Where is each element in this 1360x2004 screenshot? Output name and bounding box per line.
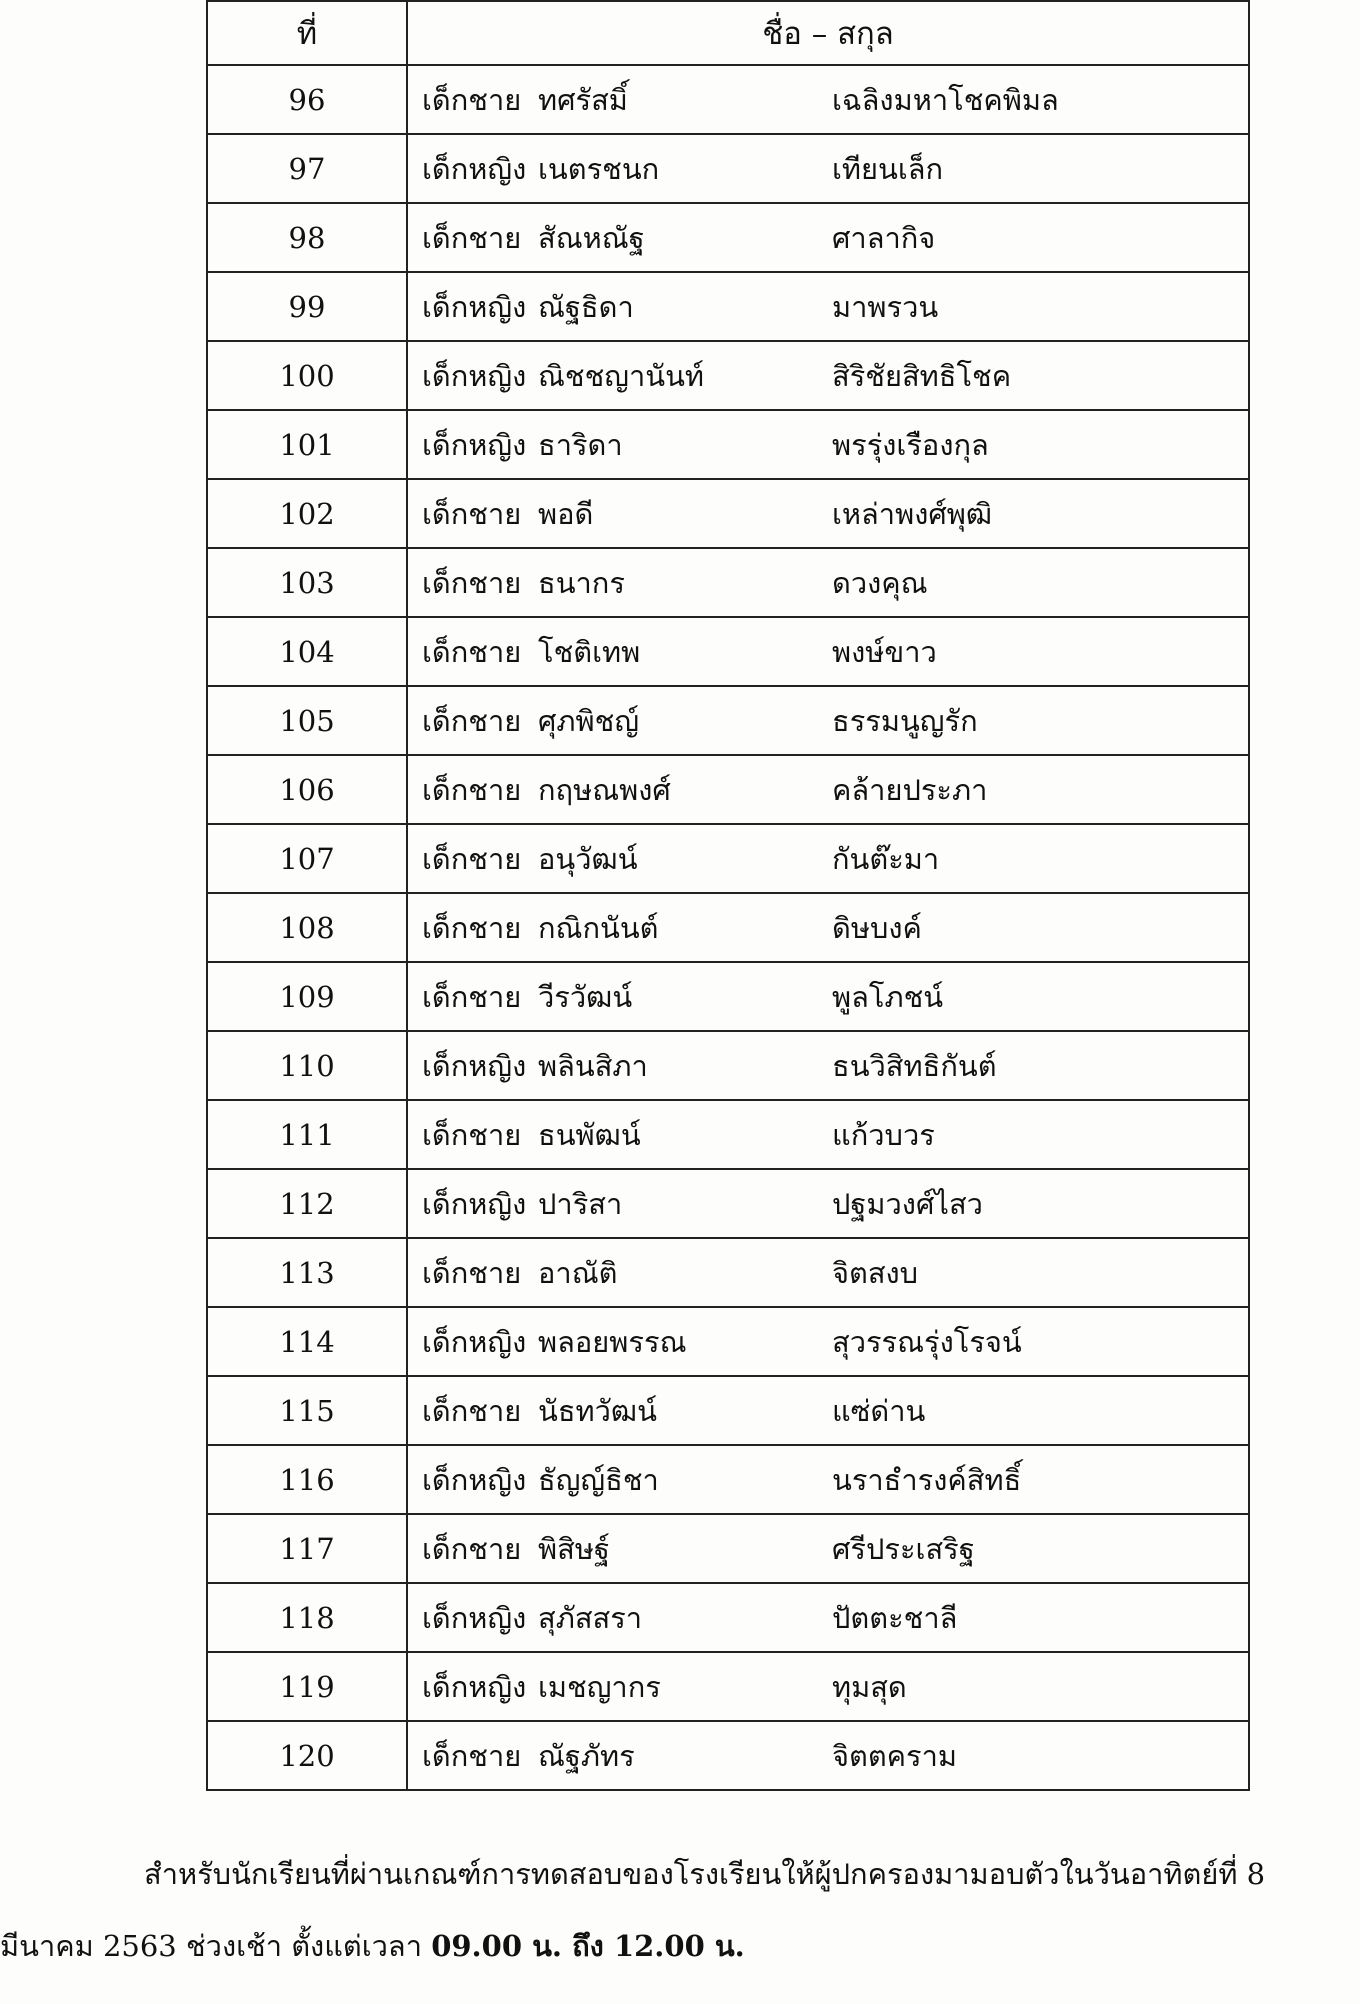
- notice-line-2: [0, 1910, 745, 1982]
- student-name-cell: [407, 1583, 1249, 1652]
- last-name: ศาลากิจ: [832, 220, 936, 255]
- column-header-name: ชื่อ – สกุล: [407, 1, 1249, 65]
- name-prefix: เด็กชาย: [422, 634, 522, 669]
- last-name: นราธำรงค์สิทธิ์: [832, 1462, 1022, 1497]
- name-prefix: เด็กหญิง: [422, 289, 527, 324]
- table-row: [207, 1100, 1249, 1169]
- student-name-cell: [407, 1169, 1249, 1238]
- student-name-cell: [407, 272, 1249, 341]
- last-name: ธนวิสิทธิกันต์: [832, 1048, 997, 1083]
- first-name: พลินสิภา: [538, 1048, 648, 1083]
- last-name: สิริชัยสิทธิโชค: [832, 358, 1012, 393]
- student-name-cell: [407, 1514, 1249, 1583]
- row-number: 104: [207, 617, 407, 686]
- last-name: พรรุ่งเรืองกุล: [832, 427, 989, 462]
- row-number: 98: [207, 203, 407, 272]
- first-name: อาณัติ: [538, 1255, 618, 1290]
- first-name: กณิกนันต์: [538, 910, 659, 945]
- first-name: พิสิษฐ์: [538, 1531, 610, 1566]
- name-prefix: เด็กชาย: [422, 703, 522, 738]
- last-name: แซ่ด่าน: [832, 1393, 926, 1428]
- student-name-cell: [407, 755, 1249, 824]
- student-name-cell: [407, 1376, 1249, 1445]
- student-name-cell: [407, 341, 1249, 410]
- table-row: [207, 548, 1249, 617]
- first-name: ณิชชญานันท์: [538, 358, 705, 393]
- table-row: [207, 1238, 1249, 1307]
- student-name-cell: [407, 824, 1249, 893]
- student-list-table: [206, 0, 1250, 1791]
- name-prefix: เด็กหญิง: [422, 1669, 527, 1704]
- notice-time-end: 12.00 น.: [613, 1929, 745, 1963]
- first-name: ทศรัสมิ์: [538, 82, 628, 117]
- student-name-cell: [407, 617, 1249, 686]
- row-number: 108: [207, 893, 407, 962]
- table-row: [207, 617, 1249, 686]
- first-name: ธนพัฒน์: [538, 1117, 641, 1152]
- row-number: 110: [207, 1031, 407, 1100]
- last-name: เหล่าพงศ์พุฒิ: [832, 496, 993, 531]
- table-row: [207, 686, 1249, 755]
- first-name: กฤษณพงศ์: [538, 772, 671, 807]
- first-name: โชติเทพ: [538, 634, 641, 669]
- last-name: พูลโภชน์: [832, 979, 944, 1014]
- first-name: เนตรชนก: [538, 151, 660, 186]
- table-row: [207, 272, 1249, 341]
- name-prefix: เด็กชาย: [422, 772, 522, 807]
- table-row: [207, 134, 1249, 203]
- student-name-cell: [407, 548, 1249, 617]
- first-name: เมชญากร: [538, 1669, 661, 1704]
- name-prefix: เด็กหญิง: [422, 358, 527, 393]
- name-prefix: เด็กชาย: [422, 82, 522, 117]
- first-name: ณัฐภัทร: [538, 1738, 635, 1773]
- table-row: [207, 1031, 1249, 1100]
- table-row: [207, 1307, 1249, 1376]
- name-prefix: เด็กชาย: [422, 496, 522, 531]
- student-name-cell: [407, 1031, 1249, 1100]
- notice-line-1: สำหรับนักเรียนที่ผ่านเกณฑ์การทดสอบของโรงเรียนให้ผู้ปกครองมามอบตัวในวันอาทิตย์ที่ 8: [144, 1857, 1266, 1891]
- first-name: ศุภพิชญ์: [538, 703, 640, 738]
- first-name: ธนากร: [538, 565, 625, 600]
- name-prefix: เด็กหญิง: [422, 1048, 527, 1083]
- student-name-cell: [407, 134, 1249, 203]
- student-name-cell: [407, 1445, 1249, 1514]
- row-number: 119: [207, 1652, 407, 1721]
- table-header-row: [207, 1, 1249, 65]
- student-name-cell: [407, 1100, 1249, 1169]
- student-name-cell: [407, 410, 1249, 479]
- last-name: ปฐมวงศ์ไสว: [832, 1186, 983, 1221]
- name-prefix: เด็กชาย: [422, 1531, 522, 1566]
- last-name: เทียนเล็ก: [832, 151, 944, 186]
- table-row: [207, 1445, 1249, 1514]
- student-name-cell: [407, 203, 1249, 272]
- table-row: [207, 65, 1249, 134]
- name-prefix: เด็กชาย: [422, 1255, 522, 1290]
- last-name: คล้ายประภา: [832, 772, 988, 807]
- name-prefix: เด็กชาย: [422, 1393, 522, 1428]
- table-row: [207, 1514, 1249, 1583]
- student-name-cell: [407, 893, 1249, 962]
- student-name-cell: [407, 479, 1249, 548]
- name-prefix: เด็กชาย: [422, 1117, 522, 1152]
- last-name: สุวรรณรุ่งโรจน์: [832, 1324, 1022, 1359]
- first-name: สัณหณัฐ: [538, 220, 645, 255]
- first-name: พอดี: [538, 496, 594, 531]
- row-number: 111: [207, 1100, 407, 1169]
- first-name: ณัฐธิดา: [538, 289, 634, 324]
- student-name-cell: [407, 1652, 1249, 1721]
- student-name-cell: [407, 1721, 1249, 1790]
- name-prefix: เด็กชาย: [422, 565, 522, 600]
- table-row: [207, 1583, 1249, 1652]
- row-number: 101: [207, 410, 407, 479]
- last-name: จิตตคราม: [832, 1738, 958, 1773]
- last-name: แก้วบวร: [832, 1117, 935, 1152]
- table-row: [207, 341, 1249, 410]
- name-prefix: เด็กหญิง: [422, 1600, 527, 1635]
- first-name: พลอยพรรณ: [538, 1324, 687, 1359]
- table-row: [207, 755, 1249, 824]
- column-header-number: ที่: [207, 1, 407, 65]
- name-prefix: เด็กชาย: [422, 1738, 522, 1773]
- last-name: ดิษบงค์: [832, 910, 922, 945]
- last-name: จิตสงบ: [832, 1255, 919, 1290]
- table-row: [207, 410, 1249, 479]
- row-number: 99: [207, 272, 407, 341]
- table-row: [207, 824, 1249, 893]
- row-number: 103: [207, 548, 407, 617]
- name-prefix: เด็กชาย: [422, 220, 522, 255]
- last-name: กันต๊ะมา: [832, 841, 940, 876]
- row-number: 117: [207, 1514, 407, 1583]
- name-prefix: เด็กหญิง: [422, 1324, 527, 1359]
- name-prefix: เด็กชาย: [422, 979, 522, 1014]
- student-name-cell: [407, 65, 1249, 134]
- student-name-cell: [407, 1307, 1249, 1376]
- row-number: 96: [207, 65, 407, 134]
- last-name: ทุมสุด: [832, 1669, 907, 1704]
- name-prefix: เด็กชาย: [422, 910, 522, 945]
- student-name-cell: [407, 962, 1249, 1031]
- last-name: มาพรวน: [832, 289, 939, 324]
- name-prefix: เด็กหญิง: [422, 1186, 527, 1221]
- row-number: 109: [207, 962, 407, 1031]
- table-row: [207, 203, 1249, 272]
- row-number: 115: [207, 1376, 407, 1445]
- row-number: 100: [207, 341, 407, 410]
- table-body: [207, 65, 1249, 1790]
- last-name: ศรีประเสริฐ: [832, 1531, 975, 1566]
- row-number: 120: [207, 1721, 407, 1790]
- row-number: 106: [207, 755, 407, 824]
- last-name: ดวงคุณ: [832, 565, 928, 600]
- table-row: [207, 1376, 1249, 1445]
- row-number: 113: [207, 1238, 407, 1307]
- table-row: [207, 1721, 1249, 1790]
- first-name: นัธทวัฒน์: [538, 1393, 657, 1428]
- row-number: 97: [207, 134, 407, 203]
- table-row: [207, 1169, 1249, 1238]
- table-row: [207, 1652, 1249, 1721]
- name-prefix: เด็กหญิง: [422, 427, 527, 462]
- row-number: 107: [207, 824, 407, 893]
- first-name: วีรวัฒน์: [538, 979, 633, 1014]
- first-name: ปาริสา: [538, 1186, 623, 1221]
- last-name: ปัตตะชาลี: [832, 1600, 958, 1635]
- table-row: [207, 893, 1249, 962]
- table-row: [207, 962, 1249, 1031]
- notice-time-start: 09.00 น.: [431, 1929, 563, 1963]
- student-name-cell: [407, 1238, 1249, 1307]
- row-number: 102: [207, 479, 407, 548]
- name-prefix: เด็กชาย: [422, 841, 522, 876]
- first-name: อนุวัฒน์: [538, 841, 638, 876]
- last-name: พงษ์ขาว: [832, 634, 937, 669]
- last-name: ธรรมนูญรัก: [832, 703, 978, 738]
- student-name-cell: [407, 686, 1249, 755]
- first-name: ธาริดา: [538, 427, 623, 462]
- first-name: ธัญญ์ธิชา: [538, 1462, 659, 1497]
- row-number: 105: [207, 686, 407, 755]
- last-name: เฉลิงมหาโชคพิมล: [832, 82, 1059, 117]
- row-number: 112: [207, 1169, 407, 1238]
- row-number: 118: [207, 1583, 407, 1652]
- row-number: 116: [207, 1445, 407, 1514]
- row-number: 114: [207, 1307, 407, 1376]
- name-prefix: เด็กหญิง: [422, 1462, 527, 1497]
- table-row: [207, 479, 1249, 548]
- notice-date-text: มีนาคม 2563 ช่วงเช้า ตั้งแต่เวลา: [0, 1929, 432, 1963]
- name-prefix: เด็กหญิง: [422, 151, 527, 186]
- notice-time-to: ถึง: [562, 1929, 614, 1963]
- first-name: สุภัสสรา: [538, 1600, 643, 1635]
